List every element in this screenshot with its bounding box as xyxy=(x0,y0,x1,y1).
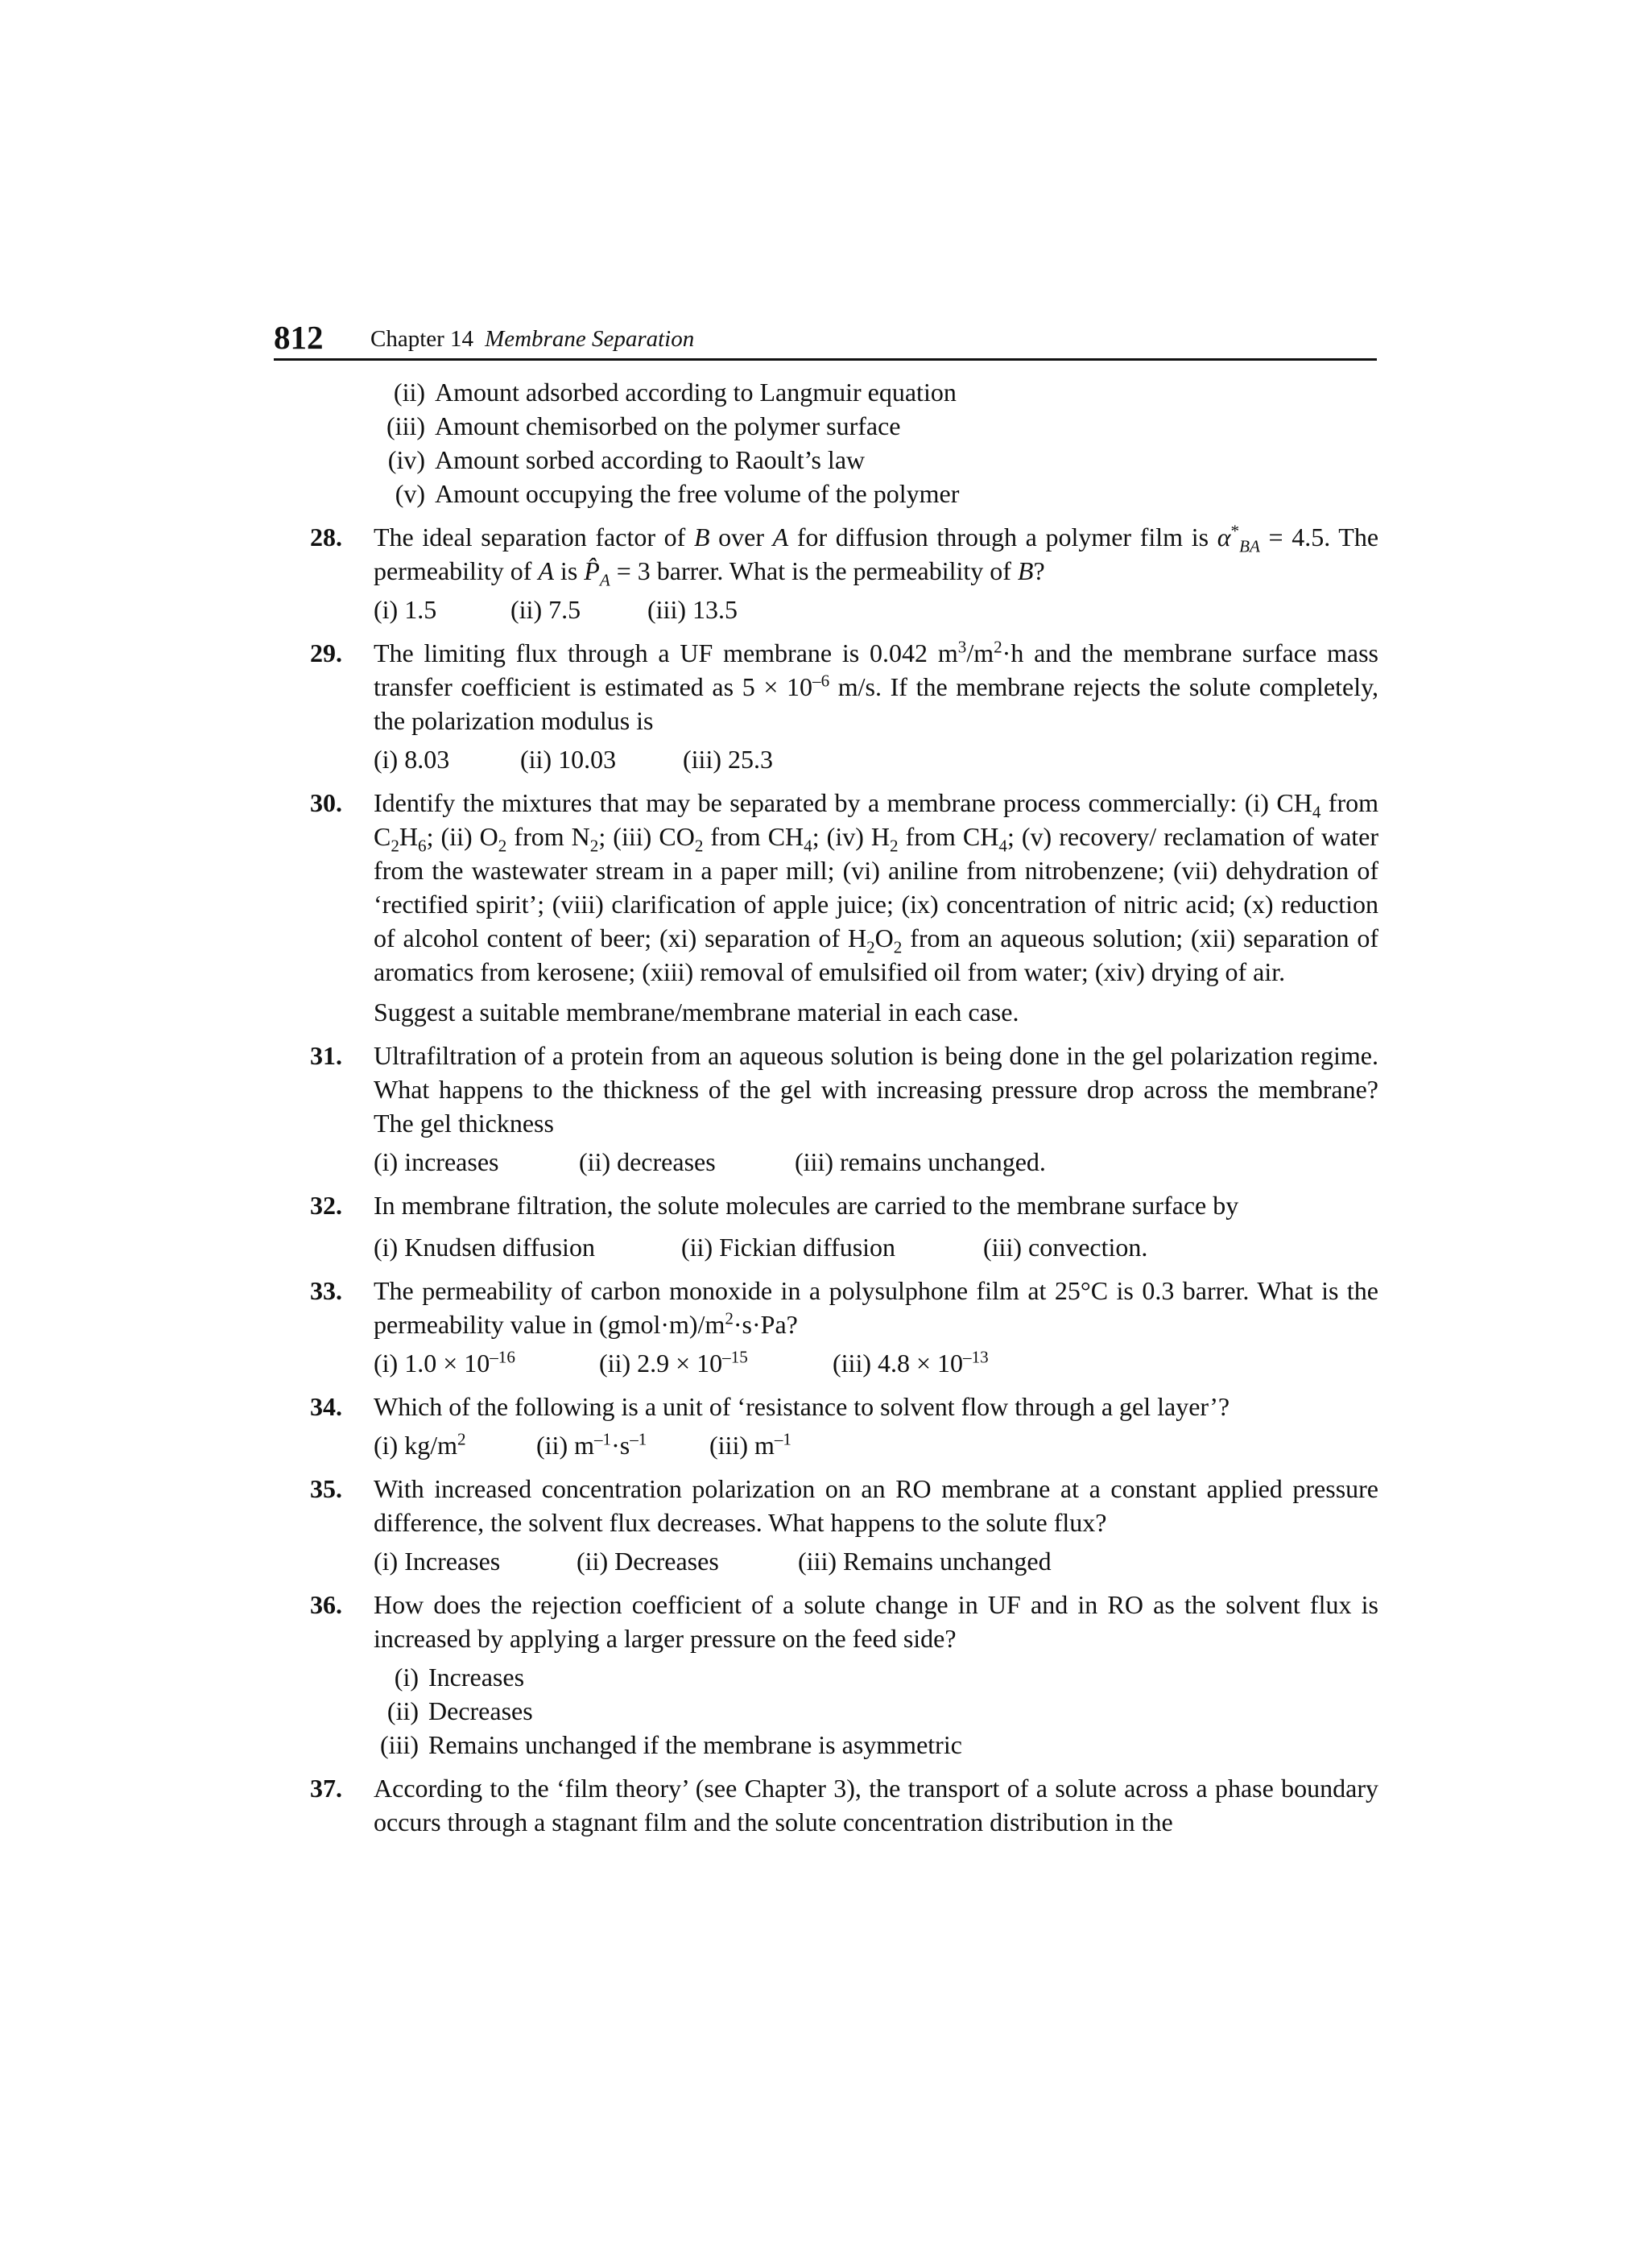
option-item: (iii) Remains unchanged if the membrane is asymmetric xyxy=(380,1730,962,1759)
option-item: (iv) Amount sorbed according to Raoult’s law xyxy=(387,445,866,474)
question-37 xyxy=(274,1771,1378,1839)
option-ii: (ii) decreases xyxy=(579,1147,716,1176)
chapter-label xyxy=(370,323,694,355)
question-35 xyxy=(274,1472,1378,1578)
question-instruction: Suggest a suitable membrane/membrane material in each case. xyxy=(374,998,1019,1027)
question-36 xyxy=(274,1588,1378,1762)
question-number: 30. xyxy=(310,788,342,817)
q27-continued-options xyxy=(274,375,1378,510)
question-31 xyxy=(274,1039,1378,1179)
option-iii: (iii) $m^{-1}$ xyxy=(709,1429,791,1460)
option-iii: (iii) $4.8 \times 10^{-13}$ xyxy=(833,1347,989,1378)
option-iii: (iii) 25.3 xyxy=(683,745,773,774)
question-28 xyxy=(274,520,1378,626)
answer-options xyxy=(374,1660,1378,1762)
option-i: (i) 1.5 xyxy=(374,595,437,624)
question-33 xyxy=(274,1274,1378,1380)
question-text: With increased concentration polarization on an RO membrane at a constant applied pressure difference, the solvent flux decreases. What happens to the solute flux? xyxy=(374,1474,1378,1537)
option-item: (iii) Amount chemisorbed on the polymer surface xyxy=(386,411,901,440)
question-32 xyxy=(274,1188,1378,1264)
question-number: 35. xyxy=(310,1474,342,1503)
option-ii: (ii) 7.5 xyxy=(510,595,581,624)
question-number: 28. xyxy=(310,523,342,552)
option-iii: (iii) remains unchanged. xyxy=(795,1147,1046,1176)
option-iii: (iii) convection. xyxy=(983,1233,1148,1262)
question-number: 32. xyxy=(310,1191,342,1220)
question-text: Identify the mixtures that may be separated by a membrane process commercially: (i) $CH_4$ from $C_2H_6$; (ii) $O_2$ from $N_2$; (iii) $CO_2$ from $CH_4$; (iv) $H_2$ from $CH_4$; (v) recovery/ reclamation of water from the wastewater stream in a paper mill; (vi) aniline from nitrobenzene; (vii) dehydration of ‘rectified spirit’; (viii) clarification of apple juice; (ix) concentration of nitric acid; (x) reduction of alcohol content of beer; (xi) separation of $H_2O_2$ from an aqueous solution; (xii) separation of aromatics from kerosene; (xiii) removal of emulsified oil from water; (xiv) drying of air. xyxy=(374,788,1379,986)
question-number: 33. xyxy=(310,1276,342,1305)
question-text: The limiting flux through a UF membrane is 0.042 $m^3/m^2\cdot h$ and the membrane surface mass transfer coefficient is estimated as $5 \times 10^{-6}$ m/s. If the membrane rejects the solute completely, the polarization modulus is xyxy=(374,637,1379,735)
chapter-number: Chapter 14 xyxy=(370,326,474,352)
answer-options xyxy=(374,1428,1378,1462)
option-i: (i) $1.0 \times 10^{-16}$ xyxy=(374,1347,515,1378)
option-i: (i) 8.03 xyxy=(374,745,450,774)
running-header xyxy=(274,316,1377,361)
question-text: The ideal separation factor of B over A for diffusion through a polymer film is $\alpha^*_{BA} = 4.5$. The permeability of A is $P̂_A = 3$ barrer. What is the permeability of B? xyxy=(374,521,1379,590)
question-29 xyxy=(274,636,1378,776)
question-text: According to the ‘film theory’ (see Chapter 3), the transport of a solute across a phase boundary occurs through a stagnant film and the solute concentration distribution in the xyxy=(374,1774,1378,1836)
option-iii: (iii) 13.5 xyxy=(647,595,738,624)
question-number: 29. xyxy=(310,638,342,667)
option-item: (ii) Amount adsorbed according to Langmuir equation xyxy=(393,378,957,407)
answer-options xyxy=(374,1230,1378,1264)
answer-options xyxy=(374,1346,1378,1380)
option-ii: (ii) $m^{-1}\cdot s^{-1}$ xyxy=(536,1429,647,1460)
option-iii: (iii) Remains unchanged xyxy=(798,1547,1052,1576)
question-text: The permeability of carbon monoxide in a polysulphone film at 25°C is 0.3 barrer. What is the permeability value in $(gmol\cdot m)/m^2\cdot s\cdot Pa$? xyxy=(374,1276,1378,1339)
option-item: (ii) Decreases xyxy=(386,1696,533,1725)
answer-options xyxy=(374,593,1378,626)
question-text: In membrane filtration, the solute molecules are carried to the membrane surface by xyxy=(374,1191,1239,1220)
question-number: 37. xyxy=(310,1774,342,1803)
option-item: (i) Increases xyxy=(394,1663,525,1692)
option-i: (i) Increases xyxy=(374,1547,501,1576)
question-number: 34. xyxy=(310,1392,342,1421)
option-ii: (ii) 10.03 xyxy=(520,745,617,774)
question-text: Which of the following is a unit of ‘resistance to solvent flow through a gel layer’? xyxy=(374,1392,1230,1421)
answer-options xyxy=(374,742,1378,776)
page-number: 812 xyxy=(274,319,324,356)
option-i: (i) $kg/m^2$ xyxy=(374,1429,466,1460)
option-ii: (ii) $2.9 \times 10^{-15}$ xyxy=(599,1347,748,1378)
question-number: 36. xyxy=(310,1590,342,1619)
page-body xyxy=(274,375,1378,1849)
option-ii: (ii) Decreases xyxy=(577,1547,719,1576)
question-text: How does the rejection coefficient of a solute change in UF and in RO as the solvent flux is increased by applying a larger pressure on the feed side? xyxy=(374,1590,1378,1653)
question-34 xyxy=(274,1390,1378,1462)
option-i: (i) Knudsen diffusion xyxy=(374,1233,595,1262)
question-30 xyxy=(274,786,1378,1029)
answer-options xyxy=(374,1145,1378,1179)
question-number: 31. xyxy=(310,1041,342,1070)
option-i: (i) increases xyxy=(374,1147,499,1176)
chapter-title: Membrane Separation xyxy=(485,326,695,352)
question-text: Ultrafiltration of a protein from an aqueous solution is being done in the gel polarization regime. What happens to the thickness of the gel with increasing pressure drop across the membrane? The gel thickness xyxy=(374,1041,1378,1138)
option-ii: (ii) Fickian diffusion xyxy=(681,1233,896,1262)
option-item: (v) Amount occupying the free volume of the polymer xyxy=(395,479,960,508)
answer-options xyxy=(374,1544,1378,1578)
